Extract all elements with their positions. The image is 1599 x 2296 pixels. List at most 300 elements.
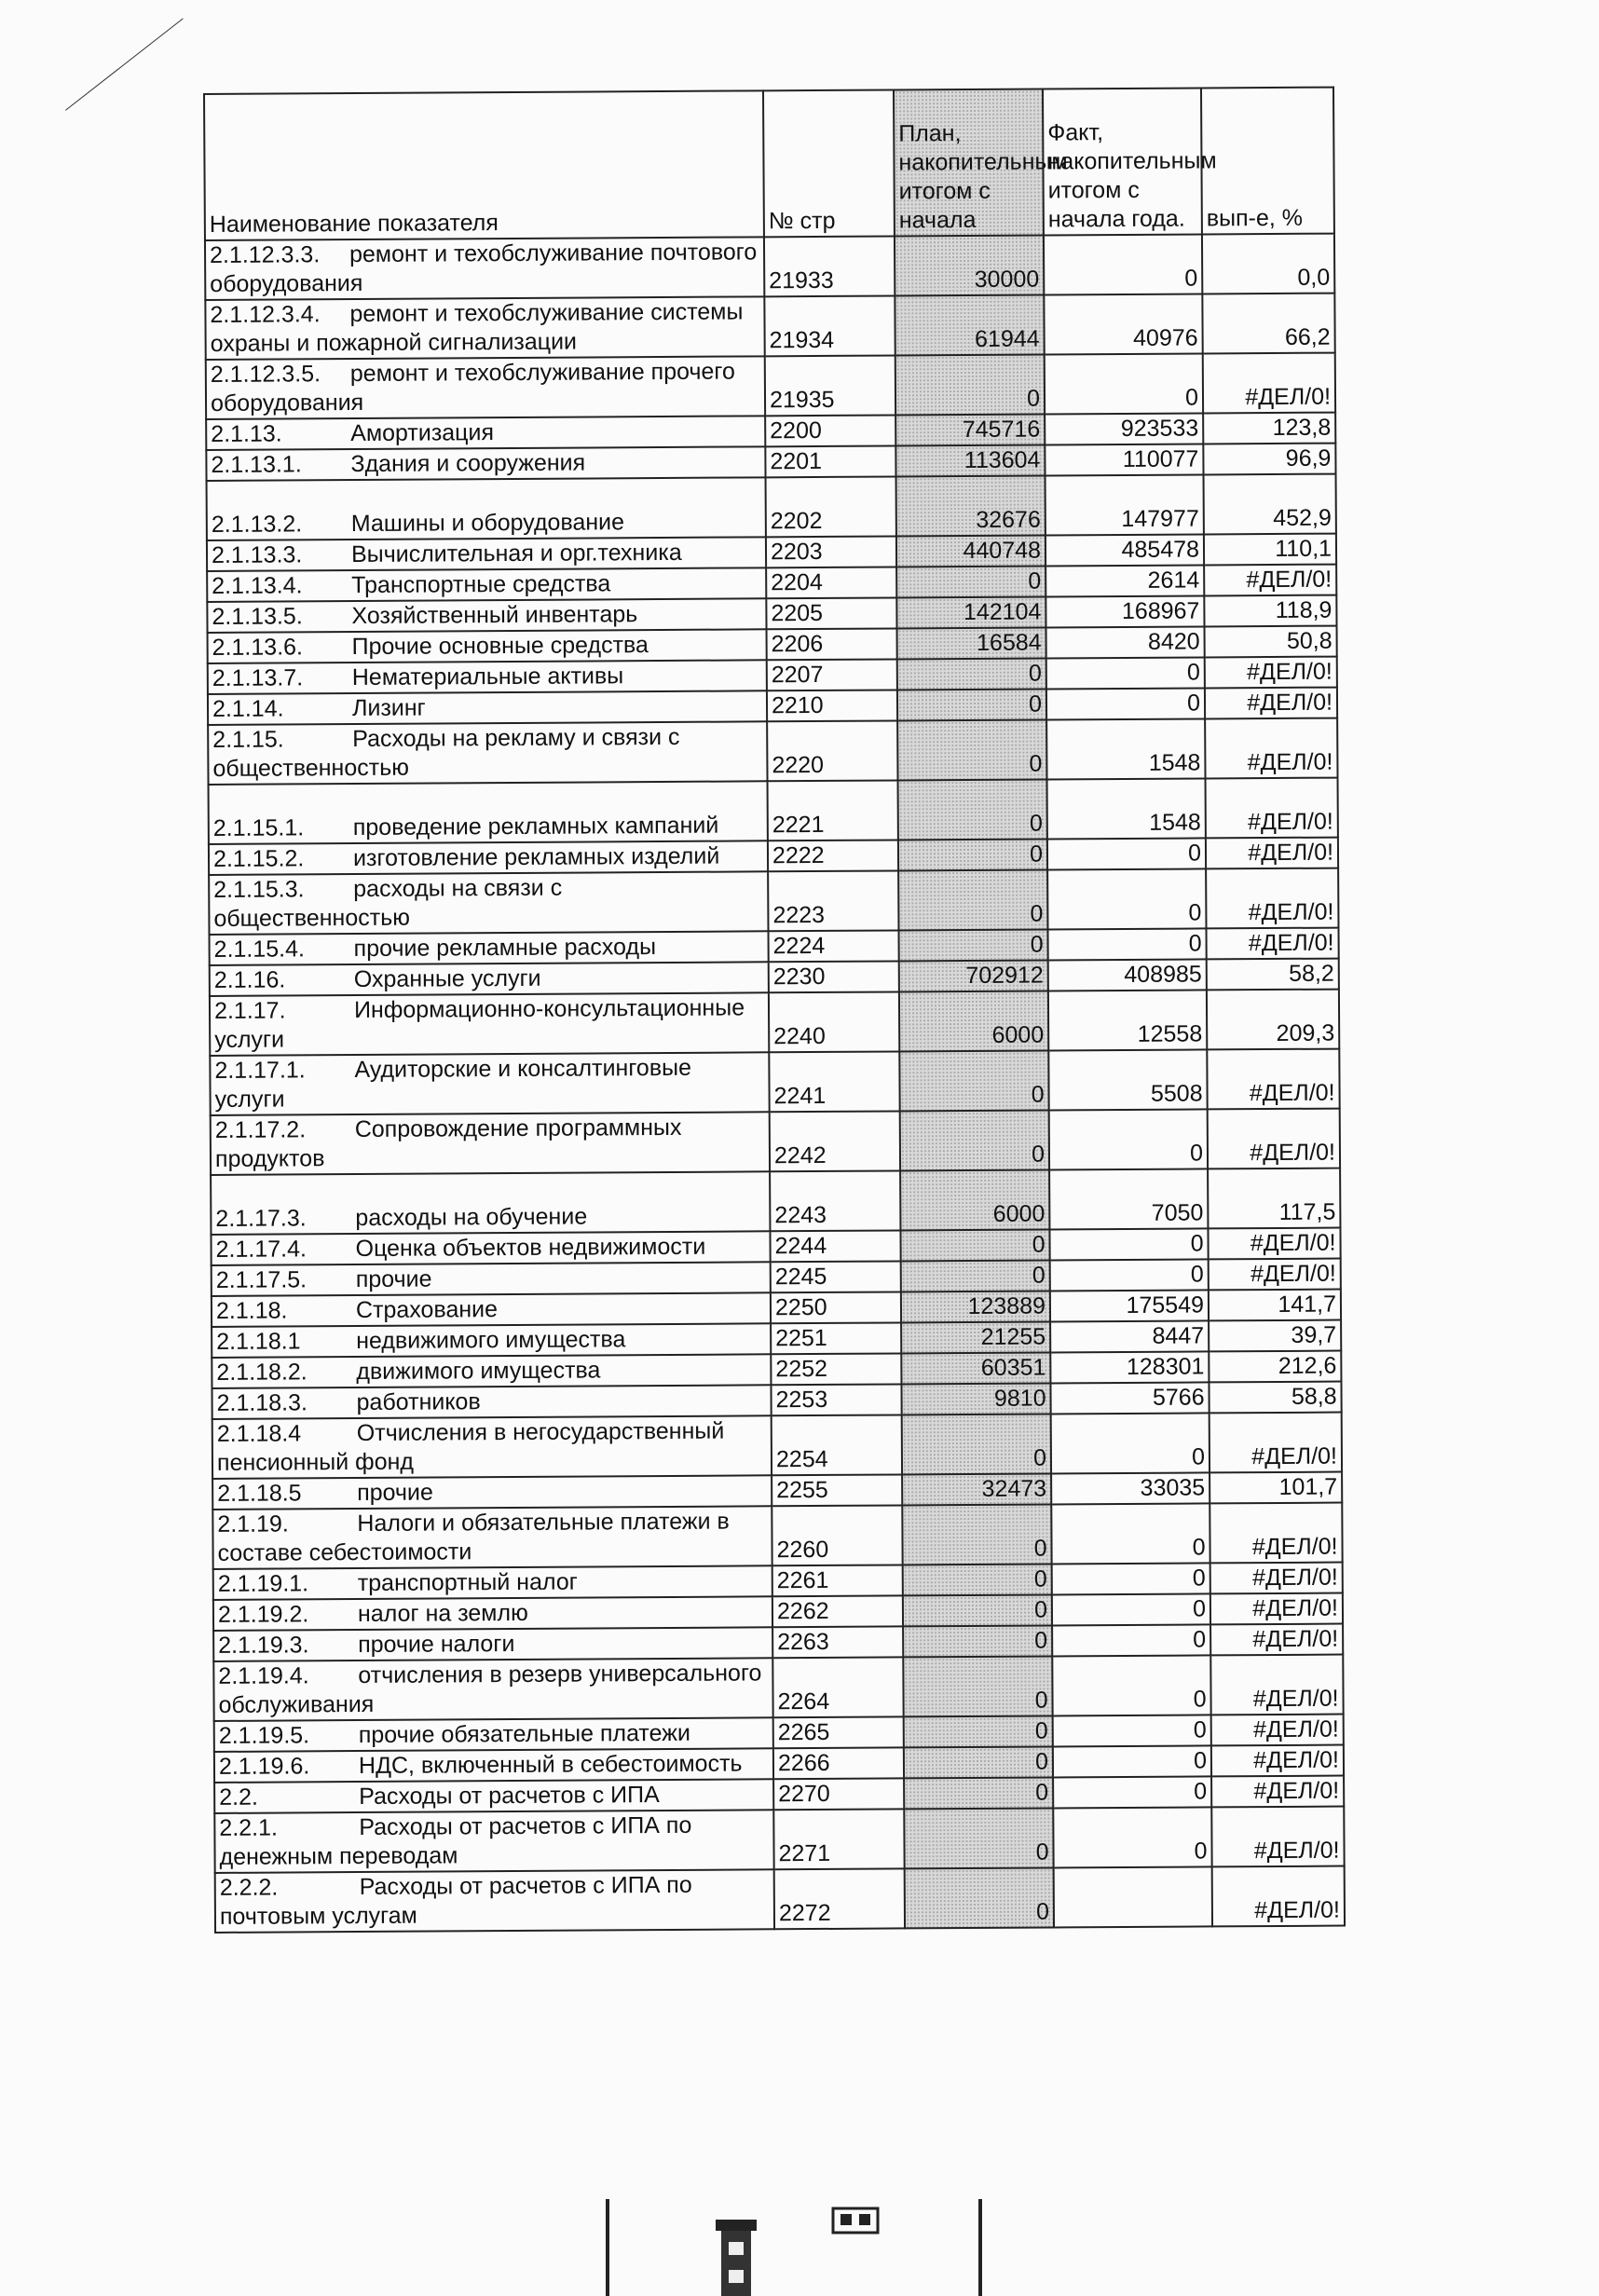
table-row — [205, 294, 1334, 360]
row-pct-cell: #ДЕЛ/0! — [1210, 1503, 1342, 1564]
row-title: НДС, включенный в себестоимость — [358, 1750, 743, 1780]
row-title: Расходы от расчетов с ИПА по почтовым услугам — [219, 1871, 692, 1930]
row-name-cell — [214, 1748, 773, 1783]
table-row — [214, 1807, 1344, 1873]
row-pct-cell: #ДЕЛ/0! — [1206, 928, 1338, 960]
row-code: 2.1.19.1. — [217, 1570, 309, 1597]
row-name-cell — [207, 477, 766, 540]
row-fact-cell: 923533 — [1045, 413, 1203, 444]
row-code: 2.1.15.3. — [213, 876, 305, 903]
row-name-cell — [211, 1231, 770, 1265]
row-fact-cell: 8447 — [1050, 1320, 1209, 1352]
table-row — [205, 234, 1334, 300]
row-line-cell: 21935 — [765, 355, 895, 416]
row-line-cell: 2204 — [766, 567, 896, 598]
row-line-cell: 2241 — [769, 1051, 899, 1112]
row-title: недвижимого имущества — [356, 1326, 626, 1355]
row-line-cell: 2245 — [771, 1261, 901, 1292]
row-title: Амортизация — [350, 419, 495, 447]
row-code: 2.1.18.4 — [216, 1420, 302, 1447]
row-pct-cell: 117,5 — [1208, 1168, 1340, 1229]
row-name-cell — [212, 1385, 771, 1419]
row-plan-cell: 0 — [897, 689, 1046, 720]
row-name-cell — [209, 871, 768, 935]
row-pct-cell: #ДЕЛ/0! — [1211, 1807, 1344, 1867]
row-code: 2.1.18.1 — [216, 1328, 301, 1355]
row-pct-cell: 50,8 — [1205, 626, 1337, 658]
table-row — [215, 1866, 1345, 1933]
row-pct-cell: #ДЕЛ/0! — [1210, 1593, 1343, 1625]
row-title: Расходы от расчетов с ИПА — [359, 1782, 660, 1811]
row-name-cell — [206, 416, 765, 450]
row-plan-cell: 0 — [905, 1867, 1054, 1928]
row-pct-cell: #ДЕЛ/0! — [1211, 1776, 1344, 1808]
row-line-cell: 2221 — [768, 780, 898, 840]
row-code: 2.1.15.2. — [212, 845, 305, 872]
row-code: 2.1.19.2. — [217, 1601, 309, 1628]
row-plan-cell: 0 — [896, 566, 1046, 597]
row-title: работников — [356, 1388, 481, 1416]
row-fact-cell: 147977 — [1046, 474, 1204, 535]
row-code: 2.1.13.7. — [212, 664, 304, 691]
row-plan-cell: 0 — [903, 1625, 1052, 1657]
row-line-cell: 2210 — [767, 690, 897, 721]
row-line-cell: 2207 — [767, 659, 897, 690]
header-name: Наименование показателя — [204, 90, 764, 240]
row-fact-cell: 12558 — [1048, 990, 1207, 1050]
row-fact-cell: 0 — [1046, 688, 1205, 719]
row-plan-cell: 0 — [901, 1260, 1050, 1292]
row-code: 2.1.15.1. — [212, 814, 305, 841]
header-fact: Факт, накопительным итогом с начала года. — [1043, 88, 1202, 235]
row-title: прочие обязательные платежи — [358, 1719, 690, 1749]
row-pct-cell: #ДЕЛ/0! — [1212, 1866, 1345, 1927]
row-line-cell: 2251 — [771, 1322, 901, 1354]
row-title: расходы на связи с общественностью — [213, 874, 563, 932]
row-pct-cell: #ДЕЛ/0! — [1204, 565, 1336, 596]
table-row — [206, 353, 1335, 419]
row-code: 2.1.14. — [212, 695, 284, 722]
row-name-cell — [213, 1658, 772, 1721]
row-title: прочие — [355, 1265, 432, 1293]
binding-line-right — [978, 2199, 982, 2296]
row-name-cell — [214, 1779, 773, 1813]
row-fact-cell: 0 — [1053, 1715, 1211, 1746]
row-name-cell — [212, 1292, 771, 1327]
row-line-cell: 2264 — [772, 1657, 903, 1717]
table-row — [210, 1049, 1339, 1115]
table-row — [209, 778, 1338, 844]
row-code: 2.1.19.4. — [218, 1662, 309, 1689]
row-plan-cell: 6000 — [900, 1169, 1049, 1230]
row-pct-cell: #ДЕЛ/0! — [1206, 868, 1338, 929]
row-name-cell — [205, 237, 764, 300]
row-line-cell: 2244 — [770, 1230, 900, 1262]
row-code: 2.1.19.5. — [218, 1722, 310, 1749]
row-title: расходы на обучение — [355, 1203, 588, 1232]
row-name-cell — [212, 1354, 771, 1388]
row-name-cell — [208, 690, 767, 725]
row-pct-cell: 118,9 — [1204, 595, 1336, 627]
row-pct-cell: 101,7 — [1210, 1472, 1342, 1504]
row-line-cell: 2224 — [769, 930, 899, 962]
row-line-cell: 2250 — [771, 1292, 901, 1323]
row-line-cell: 2263 — [772, 1626, 903, 1658]
row-title: Сопровождение программных продуктов — [214, 1114, 682, 1172]
row-fact-cell: 0 — [1053, 1776, 1211, 1808]
row-plan-cell: 123889 — [901, 1291, 1050, 1322]
row-title: Аудиторские и консалтинговые услуги — [214, 1054, 692, 1113]
row-code: 2.1.18. — [215, 1297, 288, 1324]
table-row — [212, 1503, 1342, 1569]
row-title: Страхование — [355, 1296, 499, 1324]
row-code: 2.1.12.3.4. — [210, 301, 321, 328]
row-fact-cell: 0 — [1051, 1503, 1210, 1564]
row-pct-cell: #ДЕЛ/0! — [1205, 688, 1337, 719]
row-fact-cell: 110077 — [1045, 444, 1203, 475]
row-code: 2.1.17.3. — [215, 1205, 307, 1232]
row-line-cell: 2220 — [767, 720, 897, 781]
row-plan-cell: 0 — [904, 1777, 1053, 1809]
row-pct-cell: #ДЕЛ/0! — [1206, 778, 1338, 839]
row-plan-cell: 0 — [898, 869, 1047, 930]
row-title: транспортный налог — [357, 1568, 578, 1597]
row-title: Прочие основные средства — [351, 632, 649, 661]
row-pct-cell: #ДЕЛ/0! — [1208, 1228, 1340, 1260]
row-code: 2.1.18.5 — [217, 1480, 302, 1507]
row-fact-cell: 0 — [1047, 928, 1206, 960]
row-title: движимого имущества — [356, 1357, 601, 1386]
row-pct-cell: #ДЕЛ/0! — [1210, 1413, 1342, 1473]
row-name-cell — [211, 1171, 770, 1235]
row-title: Хозяйственный инвентарь — [351, 601, 638, 630]
row-name-cell — [213, 1627, 772, 1661]
row-code: 2.1.18.3. — [216, 1389, 308, 1416]
row-fact-cell: 5766 — [1050, 1382, 1209, 1414]
row-plan-cell: 0 — [904, 1808, 1053, 1868]
row-pct-cell: 123,8 — [1203, 413, 1335, 444]
row-plan-cell: 440748 — [896, 535, 1046, 567]
row-line-cell: 2203 — [766, 536, 896, 567]
row-title: Расходы от расчетов с ИПА по денежным переводам — [219, 1811, 692, 1870]
row-line-cell: 2223 — [768, 870, 898, 931]
row-pct-cell: 212,6 — [1209, 1351, 1341, 1383]
row-pct-cell: 141,7 — [1209, 1290, 1341, 1321]
row-plan-cell: 0 — [903, 1656, 1052, 1716]
row-pct-cell: #ДЕЛ/0! — [1208, 1109, 1340, 1169]
row-line-cell: 2271 — [773, 1809, 904, 1869]
row-title: Нематериальные активы — [351, 663, 624, 691]
row-code: 2.1.13.2. — [211, 511, 303, 538]
row-pct-cell: 39,7 — [1209, 1320, 1341, 1352]
row-code: 2.2.2. — [219, 1874, 279, 1901]
row-plan-cell: 0 — [902, 1414, 1051, 1474]
table-row — [213, 1655, 1343, 1721]
row-plan-cell: 702912 — [899, 960, 1048, 991]
table-row — [209, 868, 1338, 935]
row-name-cell — [207, 567, 766, 602]
scan-artifact-line — [65, 18, 184, 110]
table-body — [205, 234, 1345, 1933]
row-title: отчисления в резерв универсального обслуживания — [218, 1660, 762, 1718]
row-fact-cell: 0 — [1052, 1593, 1210, 1625]
row-pct-cell: 58,8 — [1209, 1382, 1341, 1414]
row-plan-cell: 142104 — [896, 596, 1046, 628]
row-title: прочие рекламные расходы — [353, 934, 657, 963]
row-code: 2.1.19.6. — [218, 1753, 310, 1780]
row-fact-cell: 0 — [1049, 1109, 1208, 1169]
row-line-cell: 2262 — [772, 1595, 903, 1627]
row-fact-cell: 8420 — [1046, 626, 1205, 658]
row-pct-cell: #ДЕЛ/0! — [1206, 838, 1338, 869]
row-line-cell: 2261 — [772, 1565, 903, 1596]
row-fact-cell: 0 — [1053, 1745, 1211, 1777]
row-code: 2.1.15.4. — [213, 936, 306, 963]
row-pct-cell: #ДЕЛ/0! — [1207, 1049, 1339, 1110]
row-fact-cell: 0 — [1047, 868, 1206, 929]
row-fact-cell: 2614 — [1046, 565, 1204, 596]
binder-clip-icon — [708, 2216, 764, 2296]
row-code: 2.1.13.3. — [211, 541, 303, 568]
row-plan-cell: 32676 — [896, 475, 1046, 536]
row-code: 2.1.15. — [212, 726, 284, 753]
row-code: 2.1.19.3. — [218, 1632, 309, 1659]
row-plan-cell: 0 — [898, 779, 1047, 840]
row-plan-cell: 0 — [900, 1110, 1049, 1170]
table-row — [212, 1413, 1342, 1479]
row-title: Оценка объектов недвижимости — [355, 1233, 706, 1263]
row-name-cell — [208, 721, 767, 785]
row-pct-cell: #ДЕЛ/0! — [1211, 1745, 1344, 1777]
row-pct-cell: #ДЕЛ/0! — [1210, 1563, 1343, 1594]
stamp-mark-icon — [827, 2205, 883, 2238]
expenses-table — [203, 87, 1346, 1934]
table-row — [210, 990, 1339, 1056]
row-code: 2.2. — [219, 1784, 258, 1811]
row-name-cell — [214, 1810, 773, 1873]
row-plan-cell: 0 — [898, 839, 1047, 870]
row-name-cell — [215, 1869, 774, 1933]
row-plan-cell: 9810 — [901, 1383, 1050, 1414]
row-pct-cell: #ДЕЛ/0! — [1209, 1259, 1341, 1291]
row-title: Транспортные средства — [351, 570, 611, 599]
row-plan-cell: 61944 — [895, 294, 1044, 355]
row-plan-cell: 30000 — [895, 235, 1044, 295]
row-code: 2.1.12.3.3. — [209, 241, 321, 268]
row-plan-cell: 6000 — [899, 991, 1048, 1051]
row-line-cell: 2222 — [768, 840, 898, 871]
row-pct-cell: 66,2 — [1202, 294, 1334, 354]
row-fact-cell: 1548 — [1047, 778, 1206, 839]
row-pct-cell: 96,9 — [1203, 444, 1335, 475]
row-pct-cell: 452,9 — [1204, 474, 1336, 535]
header-line-no: № стр — [763, 89, 895, 237]
row-title: Машины и оборудование — [350, 509, 625, 538]
row-line-cell: 2202 — [766, 476, 896, 537]
row-fact-cell: 5508 — [1048, 1049, 1207, 1110]
table-row — [207, 474, 1336, 540]
row-fact-cell — [1054, 1866, 1212, 1927]
row-line-cell: 2265 — [773, 1716, 904, 1748]
row-line-cell: 2206 — [767, 628, 897, 660]
row-plan-cell: 0 — [904, 1746, 1053, 1778]
row-title: налог на землю — [357, 1599, 528, 1628]
row-line-cell: 2200 — [765, 415, 895, 446]
row-code: 2.1.13.5. — [212, 603, 303, 630]
row-plan-cell: 0 — [895, 354, 1045, 415]
row-title: Расходы на рекламу и связи с общественностью — [212, 723, 680, 782]
row-code: 2.1.13.4. — [212, 572, 303, 599]
row-plan-cell: 113604 — [895, 444, 1045, 476]
row-pct-cell: 110,1 — [1204, 534, 1336, 566]
row-pct-cell: 209,3 — [1207, 990, 1339, 1050]
row-code: 2.1.17.4. — [215, 1236, 307, 1263]
row-code: 2.1.17.5. — [215, 1266, 308, 1293]
row-title: Налоги и обязательные платежи в составе себестоимости — [217, 1508, 730, 1566]
row-title: Вычислительная и орг.техника — [350, 539, 682, 568]
row-plan-cell: 0 — [897, 719, 1046, 780]
row-code: 2.1.16. — [213, 966, 286, 993]
row-code: 2.1.17.2. — [214, 1116, 307, 1143]
row-line-cell: 2272 — [774, 1868, 905, 1929]
row-code: 2.1.13. — [211, 420, 282, 447]
row-title: проведение рекламных кампаний — [352, 812, 719, 841]
row-fact-cell: 0 — [1046, 657, 1205, 689]
row-title: Лизинг — [351, 694, 426, 722]
binding-line-left — [606, 2199, 609, 2296]
row-fact-cell: 128301 — [1050, 1351, 1209, 1383]
row-name-cell — [207, 598, 766, 633]
row-line-cell: 2205 — [766, 597, 896, 629]
row-plan-cell: 0 — [899, 1050, 1048, 1111]
row-name-cell — [208, 660, 767, 694]
header-plan: План, накопительным итогом с начала — [894, 89, 1044, 236]
row-title: ремонт и техобслуживание почтового оборудования — [210, 239, 758, 297]
row-line-cell: 21933 — [764, 236, 895, 296]
row-name-cell — [205, 296, 764, 360]
row-line-cell: 2266 — [773, 1747, 904, 1779]
row-line-cell: 2240 — [769, 991, 899, 1052]
row-pct-cell: #ДЕЛ/0! — [1211, 1715, 1344, 1746]
row-code: 2.1.17. — [213, 997, 286, 1024]
row-pct-cell: #ДЕЛ/0! — [1210, 1624, 1343, 1656]
row-pct-cell: #ДЕЛ/0! — [1203, 353, 1335, 414]
row-line-cell: 2242 — [770, 1111, 900, 1171]
row-title: Охранные услуги — [353, 964, 541, 993]
table-row — [211, 1109, 1340, 1175]
row-fact-cell: 0 — [1044, 234, 1202, 294]
row-pct-cell: 58,2 — [1207, 959, 1339, 991]
row-line-cell: 2201 — [765, 445, 895, 477]
row-name-cell — [208, 629, 767, 663]
row-fact-cell: 175549 — [1050, 1290, 1209, 1321]
row-line-cell: 2230 — [769, 961, 899, 992]
row-name-cell — [210, 962, 769, 996]
row-pct-cell: #ДЕЛ/0! — [1205, 718, 1337, 779]
row-name-cell — [206, 446, 765, 481]
row-plan-cell: 0 — [904, 1715, 1053, 1747]
row-plan-cell: 60351 — [901, 1352, 1050, 1384]
row-fact-cell: 0 — [1045, 353, 1203, 414]
row-name-cell — [210, 1052, 769, 1115]
row-name-cell — [209, 781, 768, 844]
row-pct-cell: 0,0 — [1202, 234, 1334, 294]
row-name-cell — [212, 1475, 772, 1510]
row-title: Информационно-консультационные услуги — [214, 994, 745, 1053]
row-title: изготовление рекламных изделий — [352, 842, 720, 872]
row-code: 2.1.19. — [217, 1510, 289, 1538]
row-fact-cell: 485478 — [1046, 534, 1204, 566]
row-name-cell — [212, 1323, 771, 1358]
row-plan-cell: 0 — [903, 1564, 1052, 1595]
row-plan-cell: 0 — [903, 1594, 1052, 1626]
row-fact-cell: 7050 — [1049, 1168, 1208, 1229]
row-plan-cell: 0 — [899, 929, 1048, 961]
row-fact-cell: 40976 — [1044, 294, 1202, 354]
row-code: 2.1.13.6. — [212, 634, 304, 661]
row-name-cell — [210, 992, 769, 1056]
row-code: 2.1.18.2. — [216, 1359, 308, 1386]
row-name-cell — [213, 1565, 772, 1600]
row-line-cell: 2252 — [771, 1353, 901, 1385]
row-name-cell — [211, 1112, 770, 1175]
row-plan-cell: 21255 — [901, 1321, 1050, 1353]
row-name-cell — [212, 1262, 771, 1296]
row-plan-cell: 16584 — [897, 627, 1046, 659]
table-row — [208, 718, 1337, 785]
row-name-cell — [209, 840, 768, 875]
table-row — [211, 1168, 1340, 1235]
row-fact-cell: 408985 — [1048, 959, 1207, 991]
row-title: Здания и сооружения — [350, 449, 586, 478]
row-code: 2.2.1. — [219, 1814, 279, 1841]
row-fact-cell: 0 — [1053, 1807, 1211, 1867]
row-title: ремонт и техобслуживание прочего оборудования — [210, 358, 735, 417]
row-plan-cell: 0 — [900, 1229, 1049, 1261]
row-code: 2.1.13.1. — [211, 451, 302, 478]
header-pct: вып-е, % — [1201, 88, 1334, 235]
row-fact-cell: 0 — [1049, 1228, 1208, 1260]
row-name-cell — [213, 1596, 772, 1631]
row-line-cell: 21934 — [764, 295, 895, 356]
row-name-cell — [207, 537, 766, 571]
row-name-cell — [212, 1506, 772, 1569]
row-line-cell: 2254 — [772, 1414, 902, 1475]
row-title: Отчисления в негосударственный пенсионный фонд — [216, 1417, 725, 1476]
row-fact-cell: 0 — [1051, 1413, 1210, 1473]
row-fact-cell: 168967 — [1046, 595, 1204, 627]
row-title: прочие — [357, 1479, 433, 1507]
row-line-cell: 2243 — [770, 1170, 900, 1231]
row-plan-cell: 0 — [902, 1504, 1051, 1565]
row-fact-cell: 0 — [1047, 838, 1206, 869]
row-title: прочие налоги — [358, 1630, 515, 1659]
row-pct-cell: #ДЕЛ/0! — [1205, 657, 1337, 689]
row-name-cell — [206, 356, 765, 419]
row-fact-cell: 33035 — [1051, 1472, 1210, 1504]
row-line-cell: 2270 — [773, 1778, 904, 1810]
row-title: ремонт и техобслуживание системы охраны и пожарной сигнализации — [210, 298, 744, 357]
row-line-cell: 2255 — [772, 1474, 902, 1506]
row-plan-cell: 745716 — [895, 414, 1045, 445]
header-row — [204, 88, 1334, 240]
row-name-cell — [212, 1415, 772, 1479]
row-line-cell: 2260 — [772, 1505, 902, 1565]
row-code: 2.1.17.1. — [214, 1057, 306, 1084]
bottom-stamp-area — [606, 2199, 1016, 2296]
row-fact-cell: 0 — [1052, 1624, 1210, 1656]
row-line-cell: 2253 — [771, 1384, 901, 1415]
